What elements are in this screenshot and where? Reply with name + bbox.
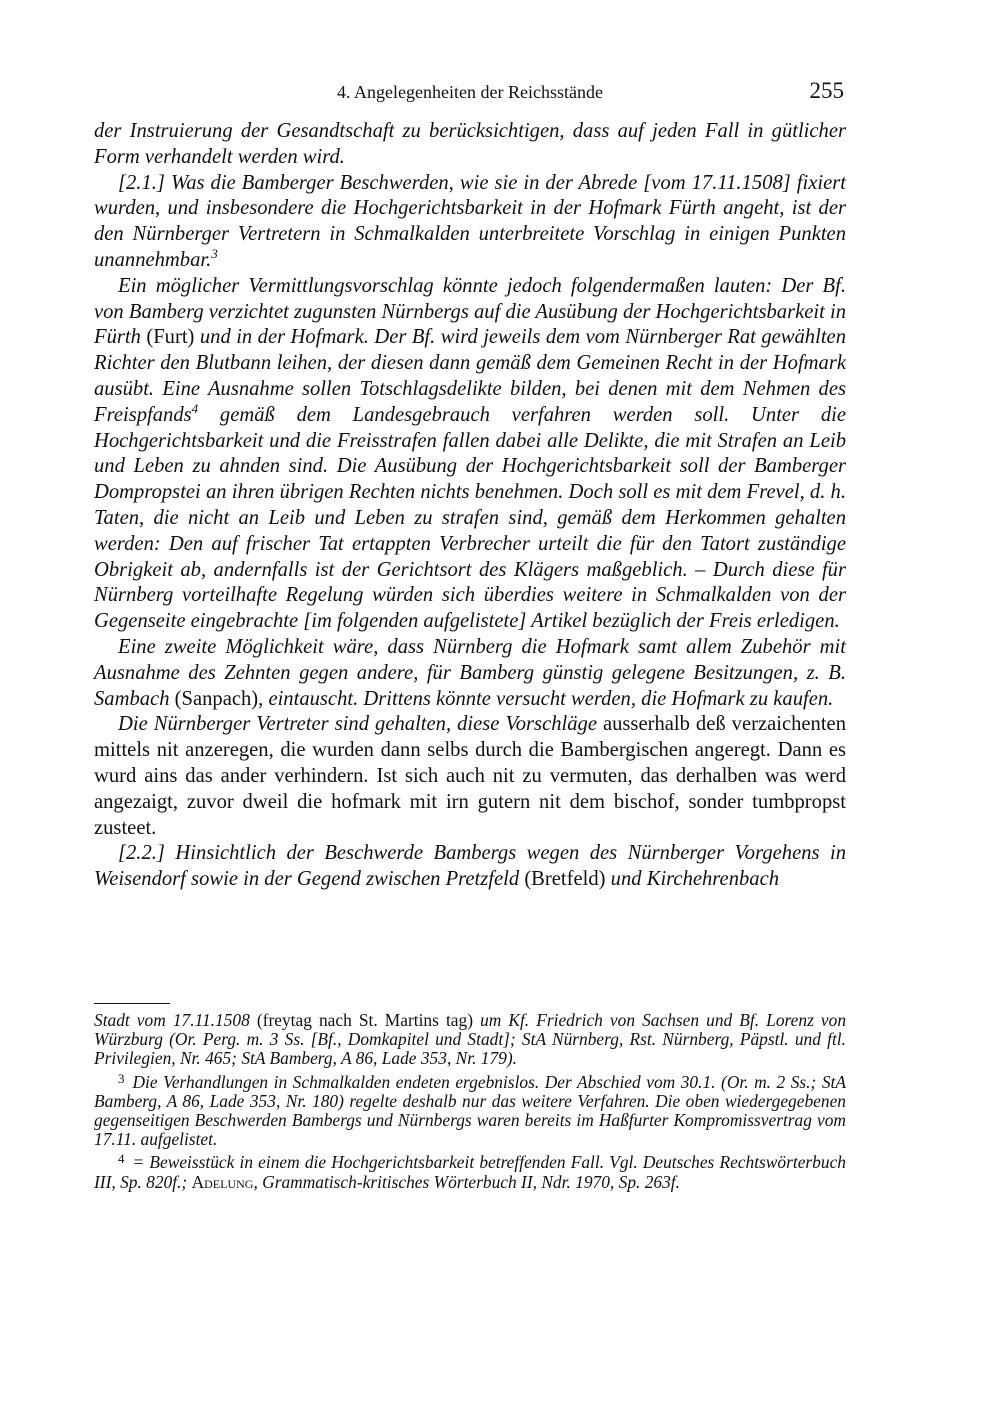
running-title: 4. Angelegenheiten der Reichsstände [337, 82, 603, 102]
paragraph-2-1: [2.1.] Was die Bamberger Beschwerden, wie sie in der Abrede [vom 17.11.1508] fixiert wurden, und insbesondere die Hochgerichtsbarkeit in der Hofmark Fürth angeht, ist der den Nürnberger Vertretern in Schmalkalden unterbreitete Vorschlag in einigen Punkten unannehmbar.$^3$ [94, 171, 846, 271]
footnote-3: $^3$ Die Verhandlungen in Schmalkalden endeten ergebnislos. Der Abschied vom 30.1. (Or. m. 2 Ss.; StA Bamberg, A 86, Lade 353, Nr. 180) regelte deshalb nur das weitere Verfahren. Die oben wiedergegebenen gegenseitigen Beschwerden Bambergs und Nürnbergs waren bereits im Haßfurter Kompromissvertrag vom 17.11. aufgelistet. [94, 1070, 846, 1150]
footnote-separator [94, 1003, 170, 1004]
paragraph-2-2: [2.2.] Hinsichtlich der Beschwerde Bambergs wegen des Nürnberger Vorgehens in Weisendorf sowie in der Gegend zwischen Pretzfeld (Bretfeld) und Kirchehrenbach [94, 842, 846, 891]
page-number: 255 [809, 78, 844, 103]
author-name: Adelung [191, 1171, 254, 1192]
main-text [94, 119, 846, 893]
paragraph-mediation-proposal: Ein möglicher Vermittlungsvorschlag könnte jedoch folgendermaßen lauten: Der Bf. von Bamberg verzichtet zugunsten Nürnbergs auf die Ausübung der Hochgerichtsbarkeit in Fürth (Furt) und in der Hofmark. Der Bf. wird jeweils dem vom Nürnberger Rat gewählten Richter den Blutbann leihen, der diesen dann gemäß dem Gemeinen Recht in der Hofmark ausübt. Eine Ausnahme sollen Totschlagsdelikte bilden, bei denen mit dem Nehmen des Freispfands$^4$ gemäß dem Landesgebrauch verfahren werden soll. Unter die Hochgerichtsbarkeit und die Freisstrafen fallen dabei alle Delikte, die mit Strafen an Leib und Leben zu ahnden sind. Die Ausübung der Hochgerichtsbarkeit soll der Bamberger Dompropstei an ihren übrigen Rechten nichts benehmen. Doch soll es mit dem Frevel, d. h. Taten, die nicht an Leib und Leben zu strafen sind, gemäß dem Herkommen gehalten werden: Den auf frischer Tat ertappten Verbrecher urteilt die für den Tatort zuständige Obrigkeit ab, andernfalls ist der Gerichtsort des Klägers maßgeblich. – Durch diese für Nürnberg vorteilhafte Regelung würden sich überdies weitere in Schmalkalden von der Gegenseite eingebrachte [im folgenden aufgelistete] Artikel bezüglich der Freis erledigen. [94, 274, 846, 633]
footnote-mark-3: 3 [118, 1070, 125, 1086]
footnote-ref-3[interactable]: 3 [211, 245, 218, 261]
footnote-mark-4: 4 [118, 1151, 125, 1167]
paragraph-second-option: Eine zweite Möglichkeit wäre, dass Nürnberg die Hofmark samt allem Zubehör mit Ausnahme des Zehnten gegen andere, für Bamberg günstig gelegene Besitzungen, z. B. Sambach (Sanpach), eintauscht. Drittens könnte versucht werden, die Hofmark zu kaufen. [94, 635, 846, 710]
footnotes [94, 1011, 846, 1196]
footnote-4: $^4$ = Beweisstück in einem die Hochgerichtsbarkeit betreffenden Fall. Vgl. Deutsches Rechtswörterbuch III, Sp. 820f.; Adelung, Grammatisch-kritisches Wörterbuch II, Ndr. 1970, Sp. 263f. [94, 1151, 846, 1192]
footnote-ref-4[interactable]: 4 [191, 400, 199, 416]
paragraph-quoted-source: Die Nürnberger Vertreter sind gehalten, diese Vorschläge ausserhalb deß verzaichenten mittels nit anzeregen, die wurden dann selbs durch die Bambergischen angeregt. Dann es wurd ains das ander verhindern. Ist sich auch nit zu vermuten, das derhalben was werd angezaigt, zuvor dweil die hofmark mit irn gutern nit dem bischof, sonder tumbpropst zusteet. [94, 713, 846, 839]
footnote-continuation: Stadt vom 17.11.1508 (freytag nach St. Martins tag) um Kf. Friedrich von Sachsen und Bf. Lorenz von Würzburg (Or. Perg. m. 3 Ss. [Bf., Domkapitel und Stadt]; StA Nürnberg, Rst. Nürnberg, Päpstl. und ftl. Privilegien, Nr. 465; StA Bamberg, A 86, Lade 353, Nr. 179). [94, 1010, 847, 1069]
running-header [94, 80, 846, 106]
paragraph-continuation: der Instruierung der Gesandtschaft zu berücksichtigen, dass auf jeden Fall in gütlicher Form verhandelt werden wird. [94, 120, 846, 168]
